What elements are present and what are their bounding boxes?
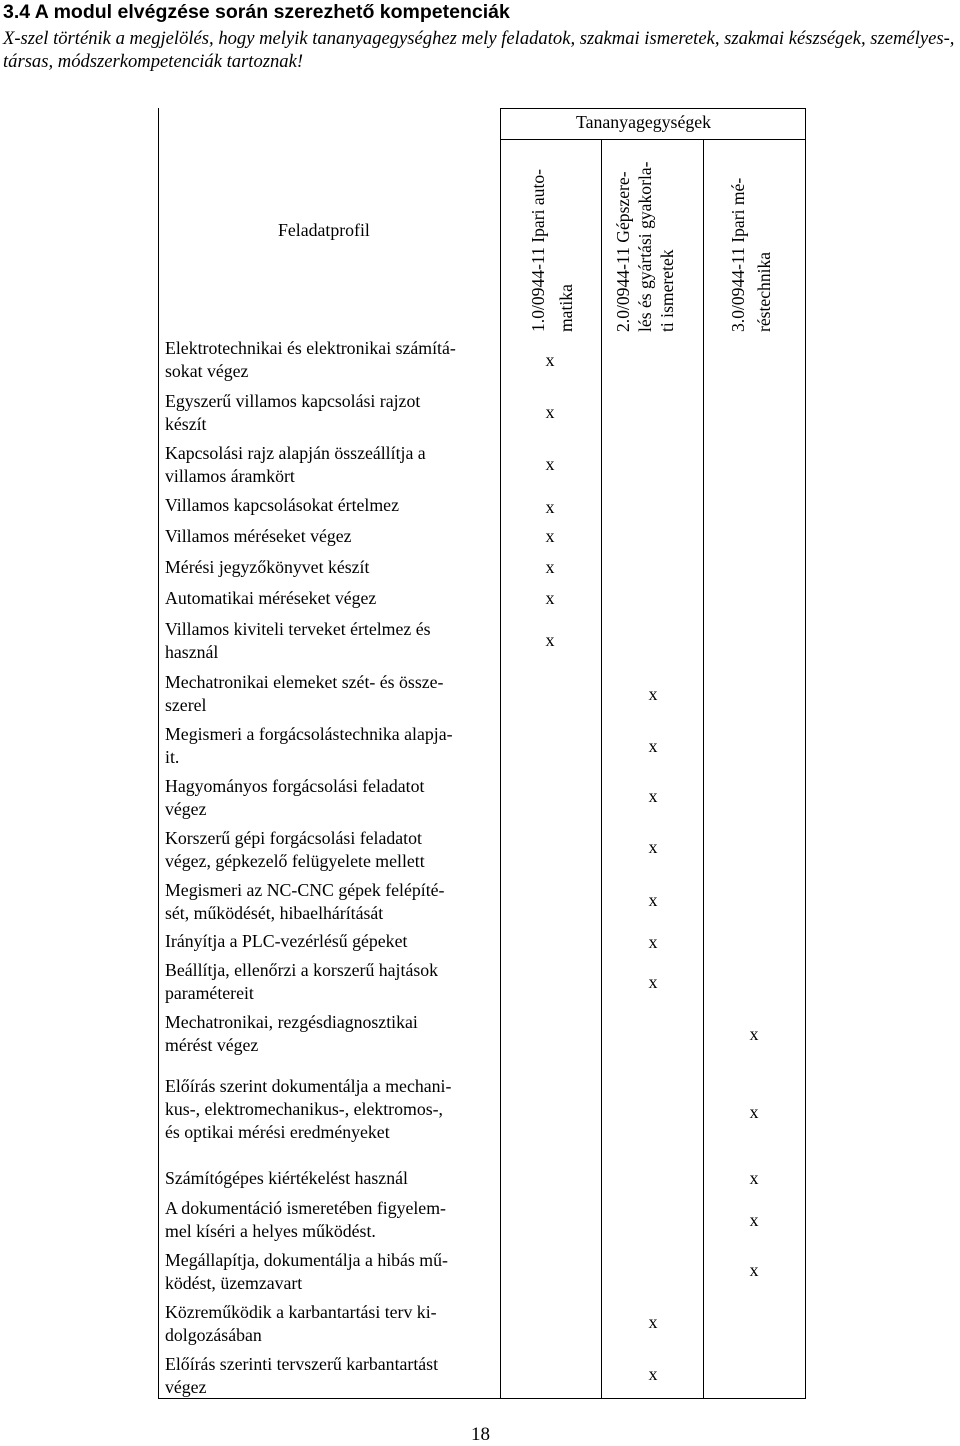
x-mark: x xyxy=(545,350,555,370)
page-number: 18 xyxy=(471,1424,490,1445)
feladat-text: sokat végez xyxy=(165,361,249,382)
feladat-text: Villamos méréseket végez xyxy=(165,526,352,546)
feladat-text: használ xyxy=(165,642,219,663)
x-mark: x xyxy=(648,1364,658,1384)
feladat-text: mel kíséri a helyes működést. xyxy=(165,1221,376,1242)
feladat-text: végez xyxy=(165,799,207,820)
feladat-text: Előírás szerinti tervszerű karbantartást xyxy=(165,1354,439,1374)
feladat-text: Korszerű gépi forgácsolási feladatot xyxy=(165,828,422,848)
feladat-text: Villamos kapcsolásokat értelmez xyxy=(165,495,399,515)
x-mark: x xyxy=(648,736,658,756)
tananyagegysegek-header: Tananyagegységek xyxy=(576,112,712,132)
x-mark: x xyxy=(648,684,658,704)
feladat-text: mérést végez xyxy=(165,1035,259,1056)
x-mark: x xyxy=(545,588,555,608)
x-mark: x xyxy=(648,890,658,910)
x-mark: x xyxy=(545,557,555,577)
feladat-text: A dokumentáció ismeretében figyelem- xyxy=(165,1198,446,1218)
section-heading: 3.4 A modul elvégzése során szerezhető kompetenciák xyxy=(3,1,510,23)
x-mark: x xyxy=(648,837,658,857)
feladat-text: Közreműködik a karbantartási terv ki- xyxy=(165,1302,437,1322)
feladat-text: kus-, elektromechanikus-, elektromos-, xyxy=(165,1099,443,1120)
feladat-text: villamos áramkört xyxy=(165,466,295,487)
feladat-text: Mechatronikai elemeket szét- és össze- xyxy=(165,672,444,692)
feladat-text: Kapcsolási rajz alapján összeállítja a xyxy=(165,443,426,463)
feladat-text: és optikai mérési eredményeket xyxy=(165,1122,390,1143)
feladat-text: dolgozásában xyxy=(165,1325,262,1346)
x-mark: x xyxy=(749,1102,759,1122)
feladat-text: sét, működését, hibaelhárítását xyxy=(165,903,384,924)
x-mark: x xyxy=(545,497,555,517)
feladat-text: Megismeri az NC-CNC gépek felépíté- xyxy=(165,880,445,900)
x-mark: x xyxy=(545,526,555,546)
column-header-1-line1: 1.0/0944-11 Ipari auto- xyxy=(528,168,548,332)
feladat-text: Automatikai méréseket végez xyxy=(165,588,377,608)
feladat-text: végez xyxy=(165,1377,207,1398)
x-mark: x xyxy=(648,932,658,952)
x-mark: x xyxy=(545,630,555,650)
feladat-text: Számítógépes kiértékelést használ xyxy=(165,1168,408,1188)
feladat-text: Megismeri a forgácsolástechnika alapja- xyxy=(165,724,453,744)
feladat-text: it. xyxy=(165,747,180,768)
x-mark: x xyxy=(648,786,658,806)
x-mark: x xyxy=(648,972,658,992)
feladat-text: Mérési jegyzőkönyvet készít xyxy=(165,557,370,577)
x-mark: x xyxy=(545,454,555,474)
x-mark: x xyxy=(749,1024,759,1044)
feladatprofil-header: Feladatprofil xyxy=(278,220,370,240)
x-mark: x xyxy=(749,1210,759,1230)
feladat-text: paramétereit xyxy=(165,983,254,1004)
x-mark: x xyxy=(749,1168,759,1188)
feladat-text: Előírás szerint dokumentálja a mechani- xyxy=(165,1076,452,1096)
feladat-text: ködést, üzemzavart xyxy=(165,1273,303,1294)
feladat-text: Megállapítja, dokumentálja a hibás mű- xyxy=(165,1250,448,1270)
feladat-text: végez, gépkezelő felügyelete mellett xyxy=(165,851,425,872)
x-mark: x xyxy=(545,402,555,422)
competency-table xyxy=(158,108,806,1399)
column-header-3-line2: réstechnika xyxy=(754,251,774,332)
column-header-2-line1: 2.0/0944-11 Gépszere- xyxy=(613,171,633,332)
feladat-text: Egyszerű villamos kapcsolási rajzot xyxy=(165,391,421,411)
feladat-text: Elektrotechnikai és elektronikai számítá- xyxy=(165,338,456,358)
column-header-2-line2: lés és gyártási gyakorla- xyxy=(635,161,655,332)
feladat-text: Irányítja a PLC-vezérlésű gépeket xyxy=(165,931,408,951)
feladat-text: Mechatronikai, rezgésdiagnosztikai xyxy=(165,1012,418,1032)
column-header-3-line1: 3.0/0944-11 Ipari mé- xyxy=(728,177,748,332)
feladat-text: Hagyományos forgácsolási feladatot xyxy=(165,776,425,796)
feladat-text: Beállítja, ellenőrzi a korszerű hajtások xyxy=(165,960,439,980)
x-mark: x xyxy=(648,1312,658,1332)
x-mark: x xyxy=(749,1260,759,1280)
instruction-text: X-szel történik a megjelölés, hogy melyik tananyagegységhez mely feladatok, szakmai ismeretek, szakmai készségek, személyes-, társas, módszerkompetenciák tartoznak! xyxy=(3,28,955,72)
feladat-text: Villamos kiviteli terveket értelmez és xyxy=(165,619,431,639)
column-header-1-line2: matika xyxy=(556,284,576,332)
feladat-text: készít xyxy=(165,414,207,435)
column-header-2-line3: ti ismeretek xyxy=(657,249,677,332)
feladat-text: szerel xyxy=(165,695,207,716)
